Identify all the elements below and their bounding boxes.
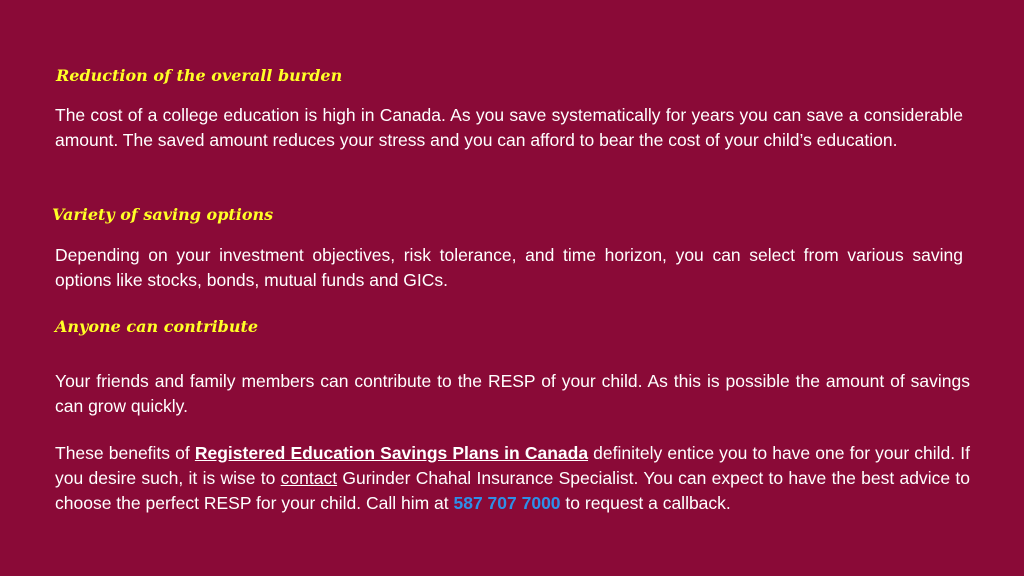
resp-link[interactable]: Registered Education Savings Plans in Canada <box>194 443 589 463</box>
heading-reduction-burden: Reduction of the overall burden <box>56 66 343 85</box>
closing-text-2: definitely entice you to have one for your child. If you desire such, it is wise to <box>55 443 970 488</box>
paragraph-reduction-burden: The cost of a college education is high in Canada. As you save systematically for years you can save a considerable amount. The saved amount reduces your stress and you can afford to bear the cost of your child’s education. <box>55 105 963 150</box>
paragraph-closing <box>55 441 970 516</box>
closing-text-1: These benefits of <box>55 443 195 463</box>
phone-number: 587 707 7000 <box>453 493 561 513</box>
paragraph-anyone-contribute: Your friends and family members can contribute to the RESP of your child. As this is possible the amount of savings can grow quickly. <box>55 371 970 416</box>
contact-link[interactable]: contact <box>280 468 338 488</box>
heading-saving-options: Variety of saving options <box>52 205 274 224</box>
closing-text-3: Gurinder Chahal Insurance Specialist. You can expect to have the best advice to choose the perfect RESP for your child. Call him at <box>55 468 970 513</box>
closing-text-4: to request a callback. <box>560 493 731 513</box>
heading-anyone-contribute: Anyone can contribute <box>55 317 259 336</box>
paragraph-saving-options: Depending on your investment objectives, risk tolerance, and time horizon, you can select from various saving options like stocks, bonds, mutual funds and GICs. <box>55 245 963 290</box>
